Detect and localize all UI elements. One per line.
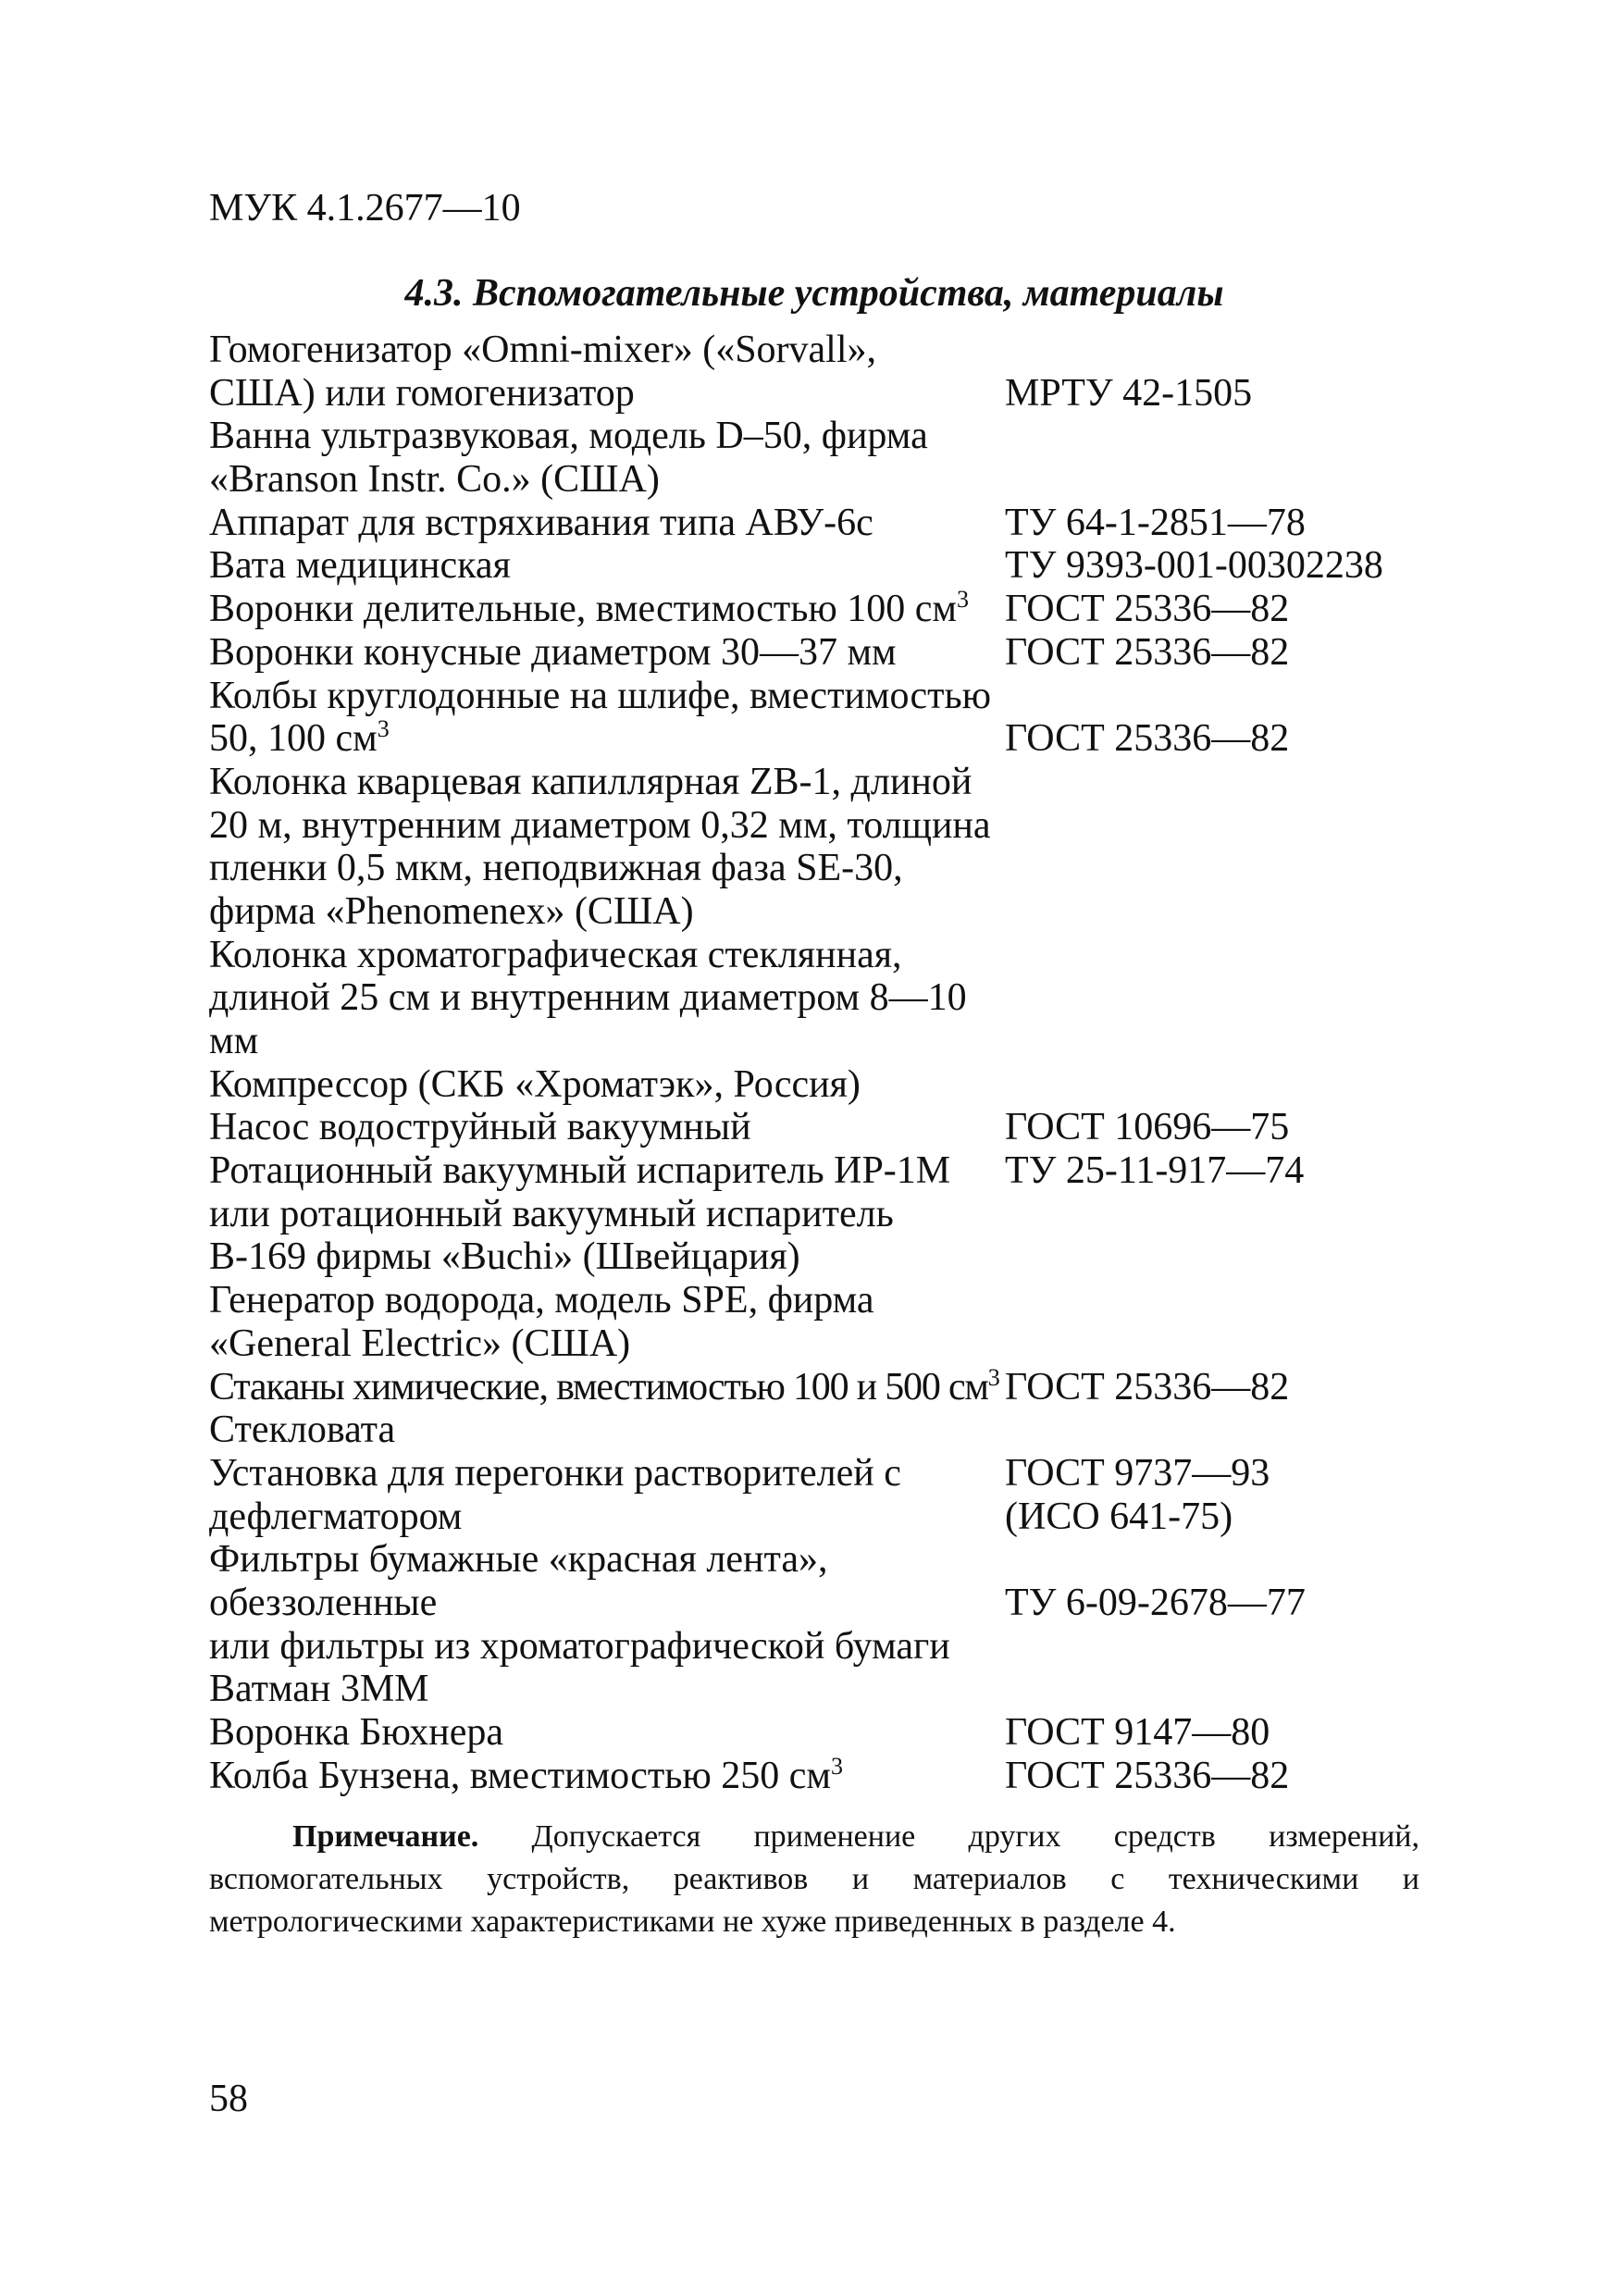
item-name-text: или фильтры из хроматографической бумаги — [209, 1624, 950, 1668]
item-name-text: 50, 100 см — [209, 717, 378, 761]
item-name-text: США) или гомогенизатор — [209, 371, 635, 415]
equipment-list — [209, 329, 1440, 1797]
item-name-text: пленки 0,5 мкм, неподвижная фаза SE-30, — [209, 847, 903, 890]
item-name-text: Воронки делительные, вместимостью 100 см — [209, 588, 957, 631]
list-item — [209, 502, 1440, 545]
item-name — [209, 1322, 630, 1366]
item-name-text: Стекловата — [209, 1409, 396, 1452]
item-name-text: Воронки конусные диаметром 30—37 мм — [209, 630, 897, 674]
item-name-text: Гомогенизатор «Omni-mixer» («Sorvall», — [209, 329, 877, 371]
item-name — [209, 415, 928, 458]
list-item — [209, 631, 1440, 675]
unit-superscript: 3 — [830, 1752, 843, 1780]
item-standard: ТУ 64-1-2851—78 — [1005, 501, 1306, 544]
item-standard: ТУ 6-09-2678—77 — [1005, 1581, 1306, 1624]
list-item — [209, 588, 1440, 631]
list-item — [209, 847, 1440, 890]
item-name — [209, 1063, 861, 1107]
item-name-text: 20 м, внутренним диаметром 0,32 мм, толщина — [209, 803, 991, 847]
list-item — [209, 675, 1440, 718]
list-item — [209, 1668, 1440, 1711]
list-item — [209, 1149, 1440, 1193]
item-name — [209, 1711, 503, 1755]
item-standard: МРТУ 42-1505 — [1005, 371, 1253, 415]
item-name-text: дефлегматором — [209, 1495, 463, 1538]
item-name — [209, 1668, 429, 1711]
document-code-header: МУК 4.1.2677—10 — [209, 187, 521, 230]
item-name-text: мм — [209, 1020, 259, 1062]
item-name-text: Ватман 3ММ — [209, 1668, 429, 1711]
item-name-text: Генератор водорода, модель SPE, фирма — [209, 1279, 874, 1322]
item-name — [209, 1752, 843, 1798]
list-item — [209, 1193, 1440, 1236]
list-item — [209, 1711, 1440, 1755]
item-name — [209, 588, 969, 631]
list-item — [209, 890, 1440, 934]
item-name — [209, 717, 390, 761]
item-name-text: Компрессор (СКБ «Хроматэк», Россия) — [209, 1062, 861, 1106]
item-standard: ГОСТ 10696—75 — [1005, 1106, 1290, 1149]
item-name — [209, 976, 967, 1020]
item-name — [209, 458, 660, 502]
item-name-text: Колбы круглодонные на шлифе, вместимостью — [209, 674, 992, 717]
item-name-text: длиной 25 см и внутренним диаметром 8—10 — [209, 976, 967, 1020]
list-item — [209, 761, 1440, 804]
item-name-text: Ротационный вакуумный испаритель ИР-1М — [209, 1149, 951, 1193]
item-name — [209, 1538, 827, 1582]
list-item — [209, 1063, 1440, 1107]
item-name — [209, 1363, 999, 1409]
list-item — [209, 372, 1440, 416]
item-name-text: Воронка Бюхнера — [209, 1711, 504, 1754]
item-standard: ГОСТ 25336—82 — [1005, 1365, 1290, 1409]
list-item — [209, 1538, 1440, 1582]
list-item — [209, 1020, 1440, 1063]
item-name — [209, 847, 903, 890]
item-name-text: обеззоленные — [209, 1581, 438, 1624]
item-standard: ТУ 9393-001-00302238 — [1005, 544, 1383, 588]
item-name — [209, 1496, 462, 1539]
list-item — [209, 1409, 1440, 1452]
list-item — [209, 934, 1440, 977]
item-name — [209, 1279, 874, 1322]
item-name-text: Фильтры бумажные «красная лента», — [209, 1538, 828, 1582]
list-item — [209, 1106, 1440, 1149]
item-name-text: Колба Бунзена, вместимостью 250 см — [209, 1754, 831, 1797]
item-standard: ГОСТ 25336—82 — [1005, 588, 1290, 631]
item-name-text: Ванна ультразвуковая, модель D–50, фирма — [209, 415, 928, 458]
page-number: 58 — [209, 2078, 248, 2120]
item-name-text: Стаканы химические, вместимостью 100 и 500 см — [209, 1365, 988, 1409]
item-name — [209, 1625, 950, 1669]
item-name-text: или ротационный вакуумный испаритель — [209, 1192, 894, 1235]
list-item — [209, 1322, 1440, 1366]
item-name — [209, 329, 876, 372]
item-name — [209, 1106, 751, 1149]
list-item — [209, 415, 1440, 458]
item-name — [209, 1149, 950, 1193]
item-name-text: «General Electric» (США) — [209, 1322, 631, 1365]
section-title: 4.3. Вспомогательные устройства, материалы — [404, 272, 1224, 315]
list-item — [209, 1235, 1440, 1279]
note-label: Примечание. — [292, 1819, 479, 1854]
list-item — [209, 1625, 1440, 1669]
item-name-text: В-169 фирмы «Buchi» (Швейцария) — [209, 1235, 800, 1279]
item-name-text: Аппарат для встряхивания типа АВУ-6с — [209, 501, 873, 544]
item-name — [209, 1452, 901, 1496]
item-name — [209, 890, 694, 934]
note-paragraph — [209, 1816, 1419, 1943]
item-name — [209, 502, 873, 545]
item-name — [209, 804, 991, 848]
item-name — [209, 631, 897, 675]
item-standard: (ИСО 641-75) — [1005, 1495, 1233, 1538]
unit-superscript: 3 — [377, 715, 390, 743]
item-name-text: Насос водоструйный вакуумный — [209, 1106, 751, 1149]
list-item — [209, 1279, 1440, 1322]
list-item — [209, 1496, 1440, 1539]
list-item — [209, 1752, 1440, 1798]
list-item — [209, 976, 1440, 1020]
item-name — [209, 372, 635, 416]
item-name-text: Вата медицинская — [209, 544, 511, 588]
item-name-text: Установка для перегонки растворителей с — [209, 1451, 901, 1495]
list-item — [209, 458, 1440, 502]
item-name — [209, 544, 511, 588]
item-name-text: «Branson Instr. Co.» (США) — [209, 458, 660, 502]
item-name — [209, 1582, 437, 1625]
item-name — [209, 761, 972, 804]
item-name — [209, 934, 902, 977]
item-standard: ГОСТ 25336—82 — [1005, 717, 1290, 761]
item-name — [209, 1020, 258, 1063]
item-name — [209, 1409, 395, 1452]
item-standard: ТУ 25-11-917—74 — [1005, 1149, 1305, 1193]
list-item — [209, 1452, 1440, 1496]
list-item — [209, 329, 1440, 372]
item-standard: ГОСТ 25336—82 — [1005, 1754, 1290, 1797]
item-standard: ГОСТ 25336—82 — [1005, 630, 1290, 674]
list-item — [209, 1363, 1440, 1409]
list-item — [209, 717, 1440, 761]
item-standard: ГОСТ 9147—80 — [1005, 1711, 1270, 1754]
item-name — [209, 675, 991, 718]
item-name-text: фирма «Phenomenex» (США) — [209, 889, 694, 933]
list-item — [209, 544, 1440, 588]
list-item — [209, 804, 1440, 848]
item-standard: ГОСТ 9737—93 — [1005, 1451, 1270, 1495]
unit-superscript: 3 — [957, 586, 969, 614]
item-name-text: Колонка кварцевая капиллярная ZB-1, длиной — [209, 760, 973, 803]
item-name — [209, 1235, 800, 1279]
item-name-text: Колонка хроматографическая стеклянная, — [209, 933, 902, 976]
item-name — [209, 1193, 894, 1236]
note-text: Допускается применение других средств измерений, вспомогательных устройств, реактивов и материалов с техническими и метрологическими характеристиками не хуже приведенных в разделе 4. — [209, 1819, 1419, 1939]
list-item — [209, 1582, 1440, 1625]
unit-superscript: 3 — [987, 1363, 999, 1391]
